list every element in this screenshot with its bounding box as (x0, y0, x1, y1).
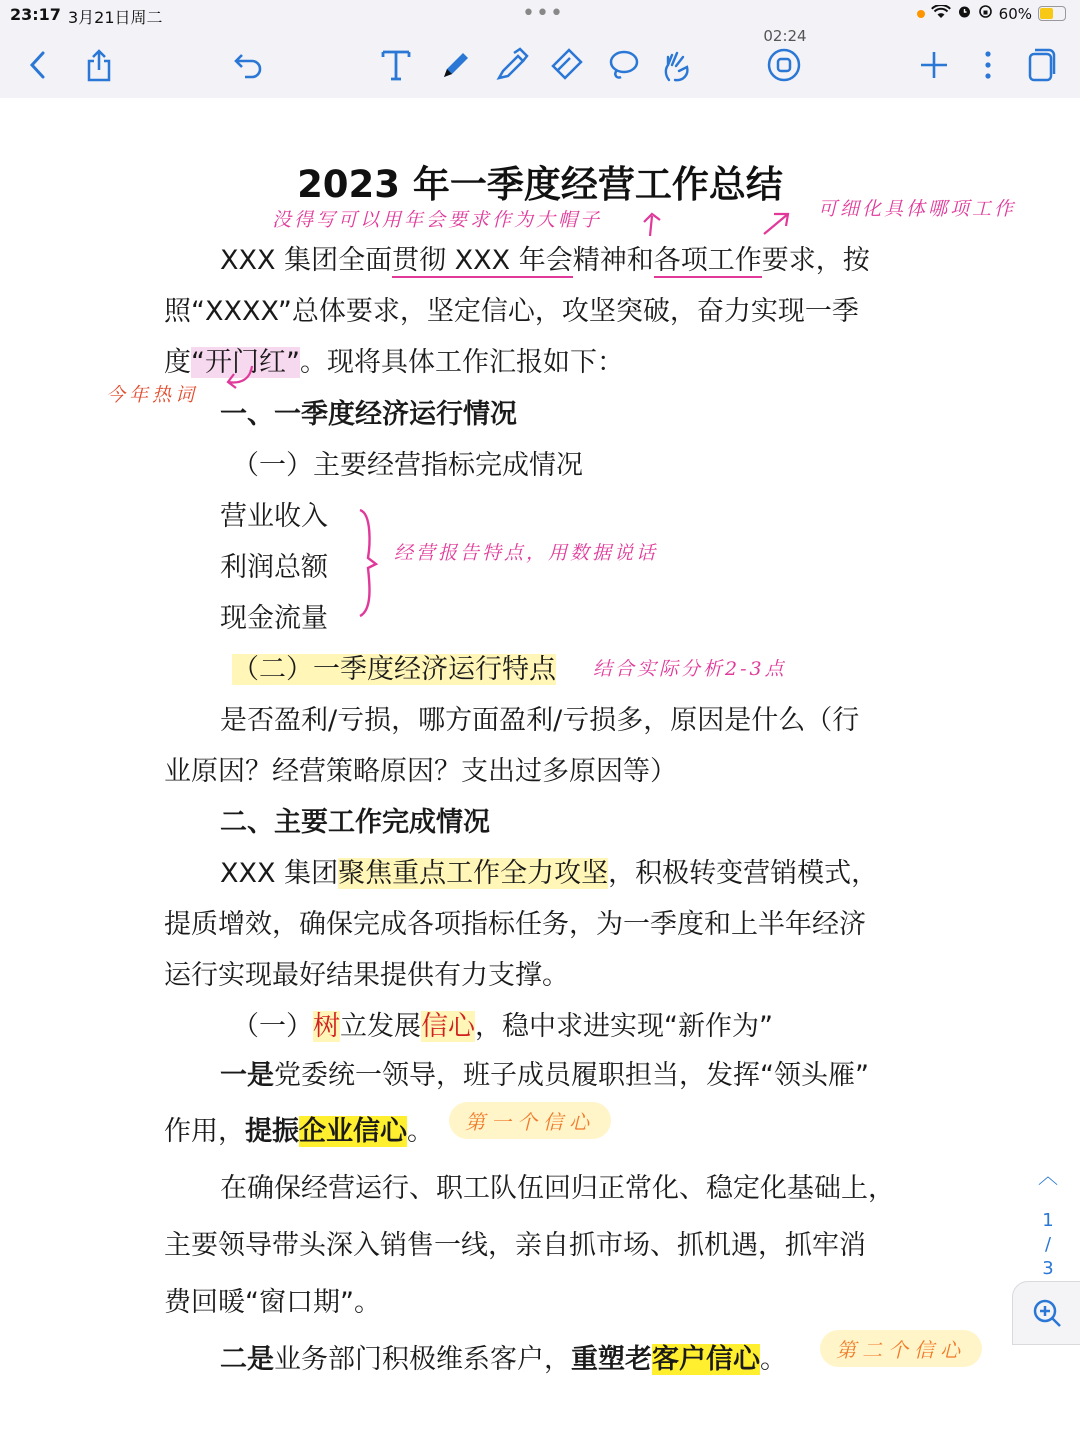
p1-segment-underlined-1: 贯彻 XXX 年会 (392, 245, 573, 276)
more-icon[interactable] (968, 45, 1008, 85)
mic-indicator-icon (917, 10, 925, 18)
paragraph-2-line-2: 业原因？经营策略原因？支出过多原因等） (164, 756, 677, 787)
heading-2: 二、主要工作完成情况 (220, 807, 490, 838)
pages-icon[interactable] (1022, 45, 1062, 85)
paragraph-4-line-2 (164, 1109, 434, 1148)
wifi-icon (931, 5, 951, 23)
p6-bold-ershi: 二是 (220, 1344, 274, 1375)
battery-percent: 60% (998, 4, 1032, 23)
multitask-dots[interactable]: ••• (522, 1, 564, 26)
list-item-revenue: 营业收入 (220, 501, 328, 532)
h2-1-red-1: 树 (313, 1011, 340, 1042)
status-time: 23:17 (10, 5, 61, 24)
document-content (0, 98, 1080, 1440)
paragraph-4-line-1 (220, 1053, 869, 1092)
p4-bold-yishi: 一是 (220, 1060, 274, 1091)
document-page[interactable] (0, 98, 1080, 1440)
paragraph-1-line-2: 照“XXXX”总体要求，坚定信心，攻坚突破，奋力实现一季 (164, 296, 859, 327)
add-icon[interactable] (914, 45, 954, 85)
p1-highlight-kaimenhong: “开门红” (191, 347, 300, 378)
status-bar (0, 0, 1080, 30)
paragraph-5-line-3: 费回暖“窗口期”。 (164, 1287, 381, 1318)
p3-a: XXX 集团 (220, 858, 339, 889)
paragraph-6 (220, 1337, 787, 1376)
toolbar (0, 27, 1080, 99)
note-first-confidence: 第一个信心 (449, 1102, 611, 1139)
p1-line3-a: 度 (164, 347, 191, 378)
undo-icon[interactable] (228, 45, 268, 85)
page-total: 3 (1042, 1258, 1054, 1279)
heading-1-1: （一）主要经营指标完成情况 (232, 450, 583, 481)
note-data-speaks: 经营报告特点，用数据说话 (394, 542, 659, 564)
status-right (917, 4, 1066, 23)
note-annual-meeting: 没得写可以用年会要求作为大帽子 (272, 209, 603, 231)
h2-1-red-2: 信心 (421, 1011, 475, 1042)
h2-1-e: ，稳中求进实现“新作为” (475, 1011, 773, 1042)
p1-segment-c: 精神和 (572, 245, 654, 276)
h2-1-a: （一） (232, 1011, 313, 1042)
page-current: 1 (1042, 1210, 1054, 1231)
zoom-in-icon (1031, 1297, 1063, 1329)
highlighter-icon[interactable] (492, 45, 532, 85)
p4-a: 作用， (164, 1116, 245, 1147)
paragraph-5-line-2: 主要领导带头深入销售一线，亲自抓市场、抓机遇，抓牢消 (164, 1230, 866, 1261)
p1-segment-e: 要求，按 (761, 245, 870, 276)
note-second-confidence: 第二个信心 (820, 1330, 982, 1367)
share-icon[interactable] (79, 45, 119, 85)
p4-bold: 提振 (245, 1116, 299, 1147)
rotation-lock-icon (978, 4, 993, 23)
p6-highlight-confidence: 客户信心 (652, 1344, 760, 1375)
paragraph-3-line-3: 运行实现最好结果提供有力支撑。 (164, 960, 569, 991)
heading-1-2 (232, 647, 556, 686)
p6-b: 业务部门积极维系客户， (274, 1344, 571, 1375)
paragraph-5-line-1: 在确保经营运行、职工队伍回归正常化、稳定化基础上， (220, 1173, 895, 1204)
p1-segment-a: XXX 集团全面 (220, 245, 393, 276)
pen-icon[interactable] (436, 45, 476, 85)
back-chevron-icon[interactable] (18, 45, 58, 85)
p1-segment-underlined-2: 各项工作 (653, 245, 762, 276)
list-item-profit: 利润总额 (220, 552, 328, 583)
battery-icon (1038, 6, 1066, 21)
p4-line1-rest: 党委统一领导，班子成员履职担当，发挥“领头雁” (274, 1060, 869, 1091)
p1-line3-c: 。现将具体工作汇报如下： (299, 347, 624, 378)
p6-bold: 重塑老 (571, 1344, 652, 1375)
note-detail-work: 可细化具体哪项工作 (818, 198, 1017, 220)
status-date: 3月21日周二 (68, 8, 163, 27)
text-tool-icon[interactable] (376, 45, 416, 85)
alarm-icon (957, 4, 972, 23)
paragraph-2-line-1: 是否盈利/亏损，哪方面盈利/亏损多，原因是什么（行 (220, 705, 860, 736)
p3-highlight: 聚焦重点工作全力攻坚 (338, 858, 609, 889)
eraser-icon[interactable] (547, 45, 587, 85)
note-arrow-3-icon (222, 362, 258, 392)
page-up-button[interactable]: ︿ (1038, 1164, 1058, 1188)
paragraph-3-line-1 (220, 851, 878, 890)
document-title: 2023 年一季度经营工作总结 (297, 163, 783, 206)
note-hot-word: 今年热词 (106, 384, 199, 406)
p4-highlight-confidence: 企业信心 (299, 1116, 407, 1147)
paragraph-3-line-2: 提质增效，确保完成各项指标任务，为一季度和上半年经济 (164, 909, 866, 940)
heading-1-2-text: （二）一季度经济运行特点 (232, 654, 556, 685)
note-arrow-2-icon (760, 206, 796, 238)
page-separator: / (1044, 1234, 1052, 1255)
heading-1: 一、一季度经济运行情况 (220, 399, 517, 430)
p4-d: 。 (407, 1116, 434, 1147)
zoom-button[interactable] (1012, 1281, 1080, 1345)
record-icon[interactable] (764, 45, 804, 85)
note-arrow-1-icon (640, 208, 670, 238)
list-item-cashflow: 现金流量 (220, 603, 328, 634)
recording-timer: 02:24 (763, 27, 807, 45)
lasso-icon[interactable] (603, 45, 643, 85)
heading-2-1 (232, 1004, 773, 1043)
paragraph-1-line-1 (220, 238, 870, 277)
h2-1-c: 立发展 (340, 1011, 421, 1042)
gesture-icon[interactable] (657, 45, 697, 85)
note-analysis-points: 结合实际分析2-3点 (593, 658, 787, 680)
p6-e: 。 (760, 1344, 787, 1375)
note-brace-icon (352, 506, 382, 618)
p3-c: ，积极转变营销模式， (608, 858, 879, 889)
